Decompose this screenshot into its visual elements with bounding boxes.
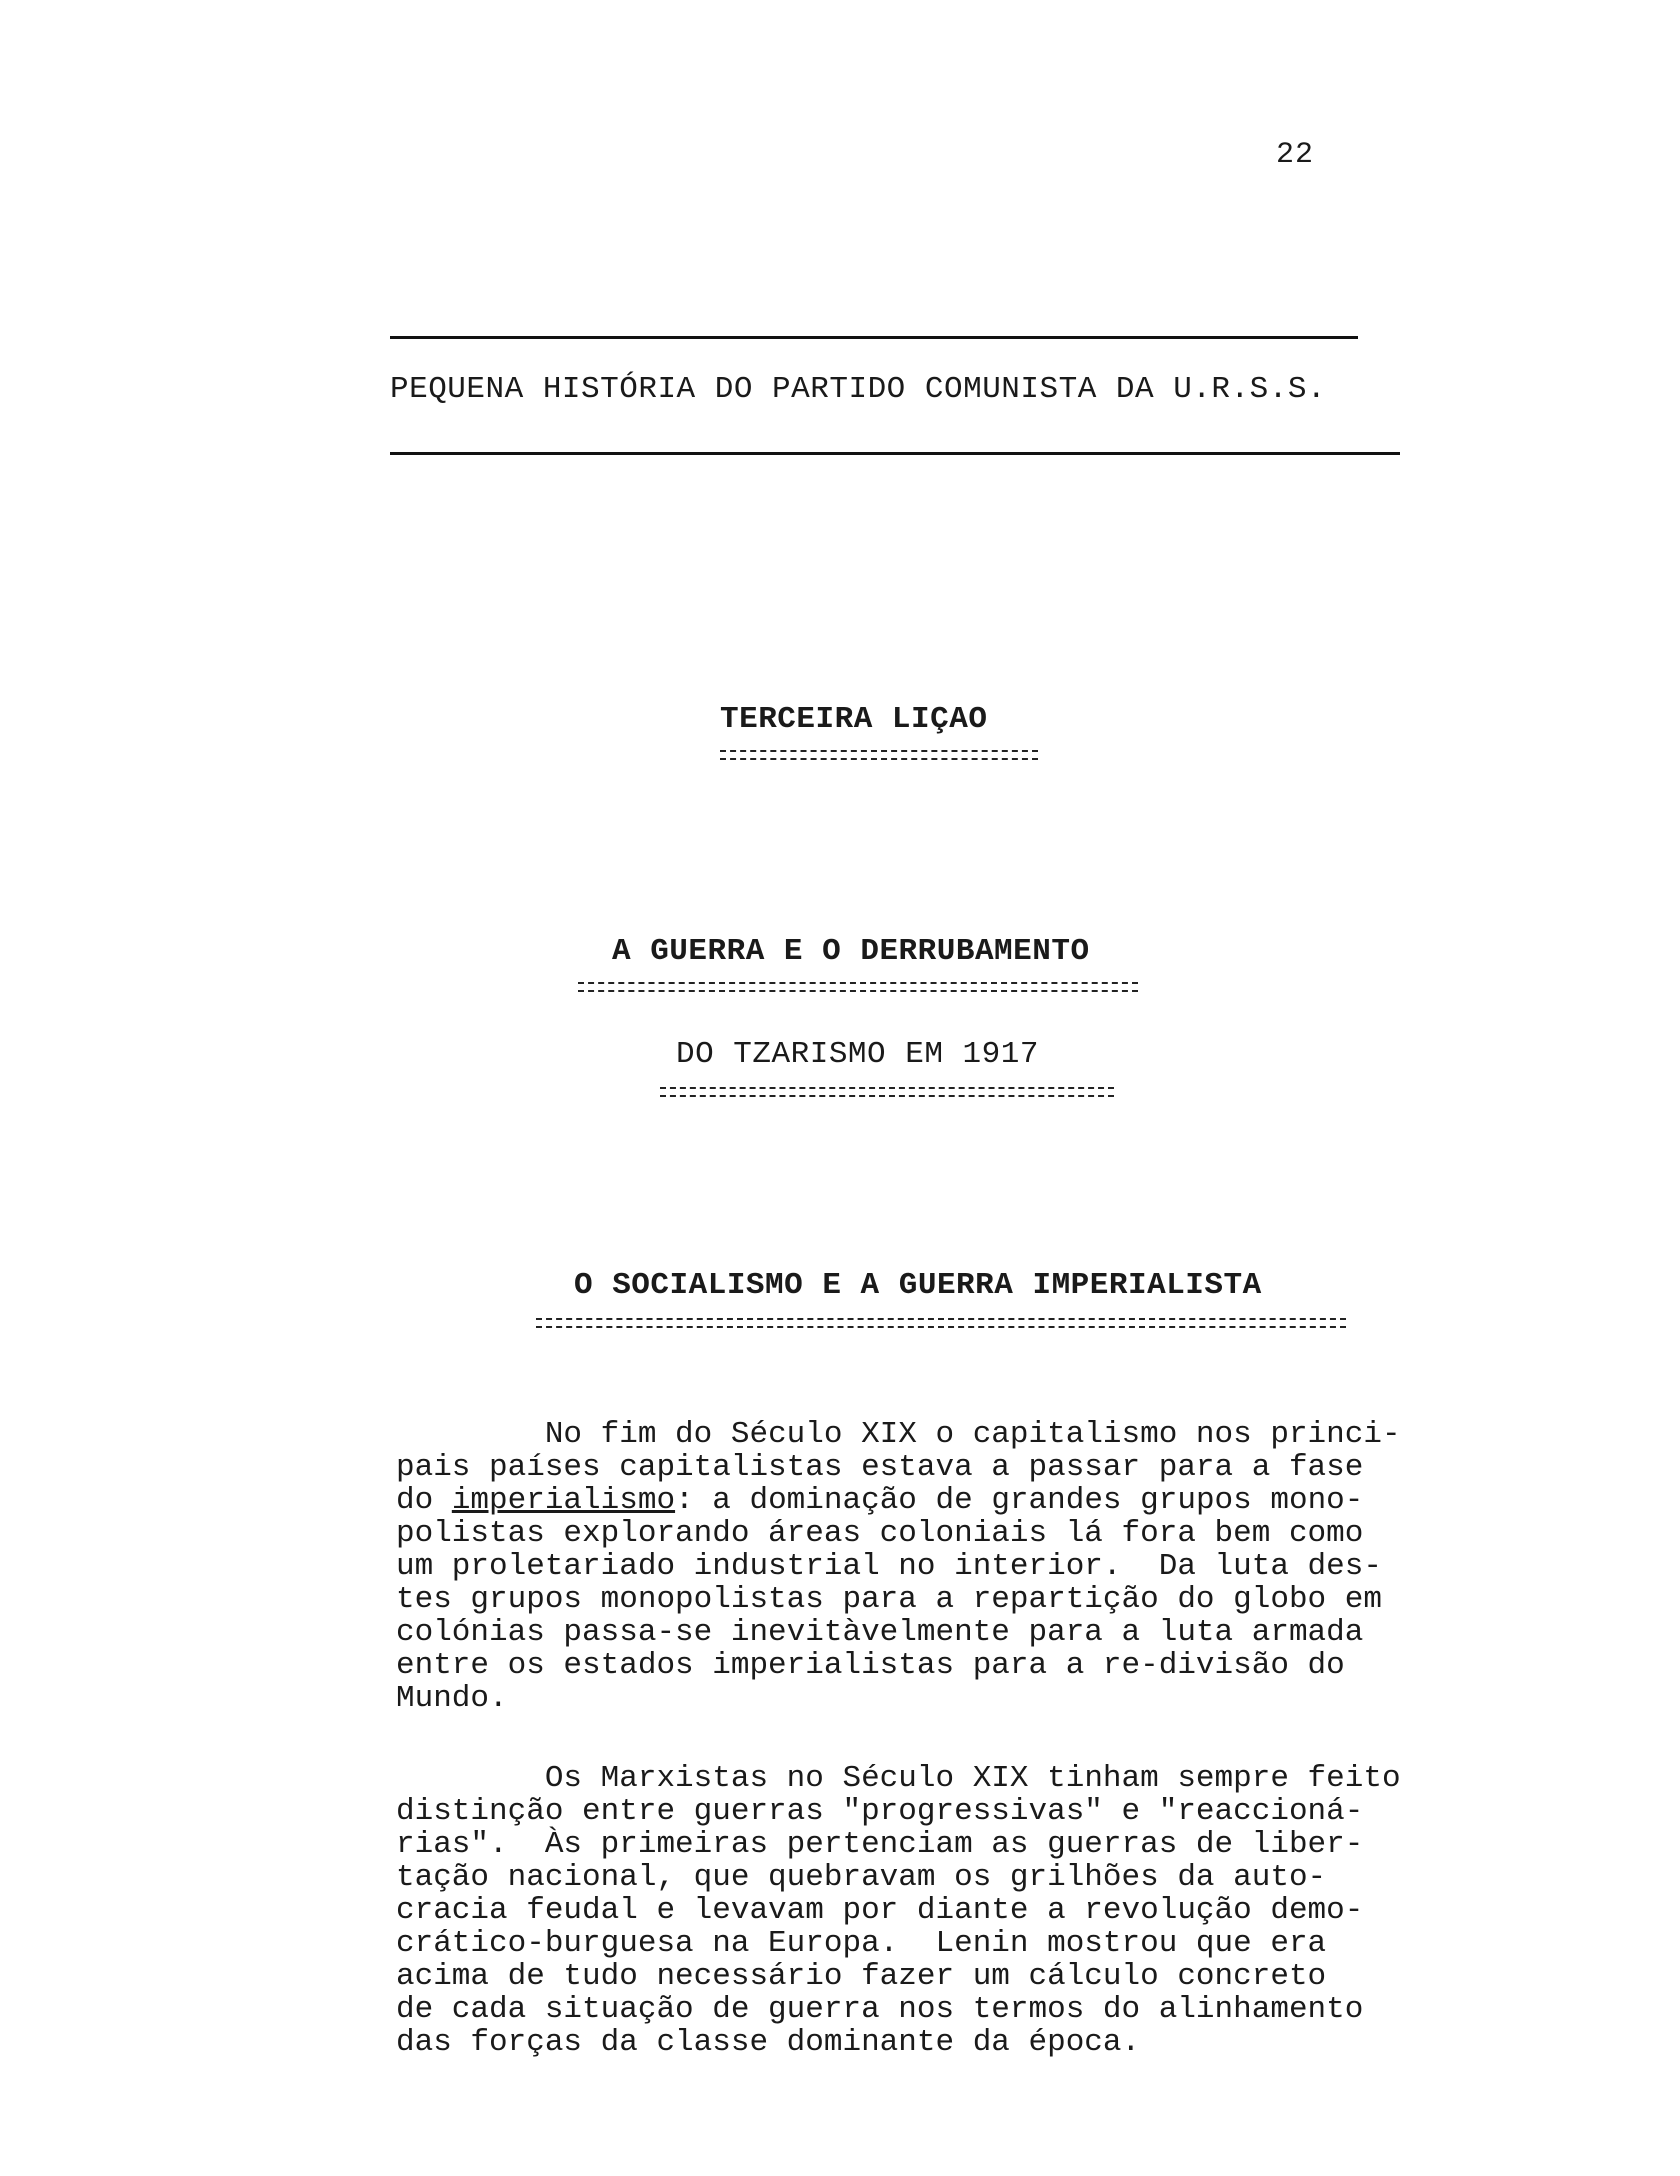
lesson-title-underline [720,750,1038,760]
section-title: O SOCIALISMO E A GUERRA IMPERIALISTA [574,1268,1262,1303]
chapter-title-line1-underline [578,982,1138,992]
chapter-title-line2: DO TZARISMO EM 1917 [676,1037,1039,1072]
paragraph-1-end: : a dominação de grandes grupos mono- polistas explorando áreas coloniais lá fora bem como um proletariado industrial no interior. Da luta des- tes grupos monopolistas para a repartição do globo em colónias passa-se inevitàvelmente para a luta armada entre os estados imperialistas para a re-divisão do Mundo. [396,1483,1382,1716]
paragraph-1-emphasis: imperialismo [451,1483,676,1518]
document-title: PEQUENA HISTÓRIA DO PARTIDO COMUNISTA DA U.R.S.S. [390,372,1327,407]
paragraph-1 [396,1418,1486,1715]
paragraph-1-start: No fim do Século XIX o capitalismo nos princi- pais países capitalistas estava a passar para a fase do [396,1417,1401,1518]
header-top-rule [390,336,1358,339]
page-number: 22 [1276,138,1315,172]
section-title-underline [536,1318,1346,1328]
chapter-title-line2-underline [660,1087,1114,1097]
lesson-title: TERCEIRA LIÇAO [720,702,988,737]
paragraph-2: Os Marxistas no Século XIX tinham sempre feito distinção entre guerras "progressivas" e "reaccioná- rias". Às primeiras pertenciam as guerras de liber- tação nacional, que quebravam os grilhões da auto- cracia feudal e levavam por diante a revolução demo- crático-burguesa na Europa. Lenin mostrou que era acima de tudo necessário fazer um cálculo concreto de cada situação de guerra nos termos do alinhamento das forças da classe dominante da época. [396,1761,1401,2060]
chapter-title-line1: A GUERRA E O DERRUBAMENTO [612,934,1090,969]
header-bottom-rule [390,452,1400,455]
